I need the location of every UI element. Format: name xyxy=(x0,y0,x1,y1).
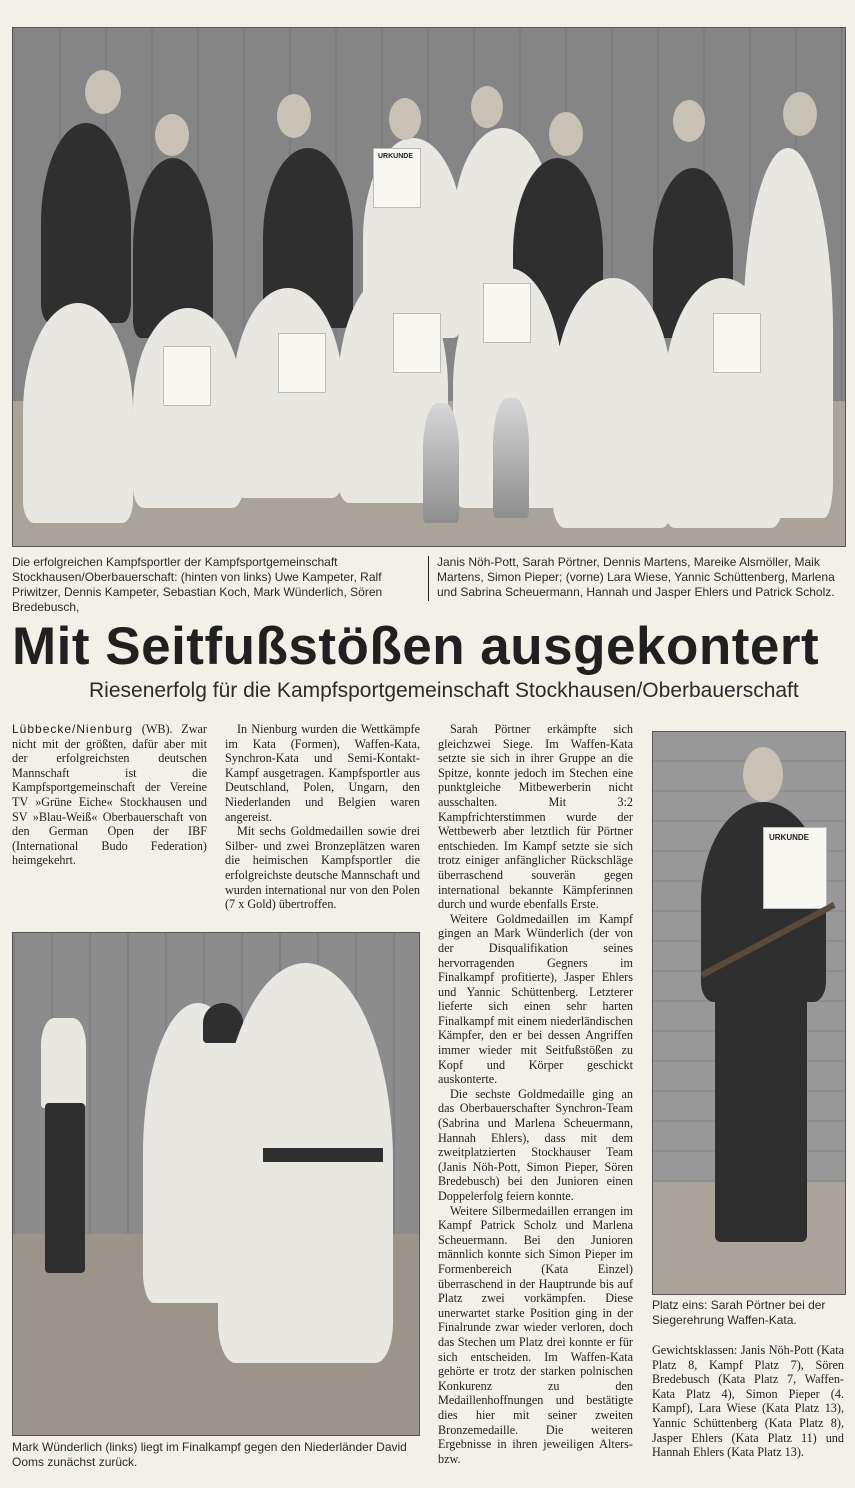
column1-text: (WB). Zwar nicht mit der größten, dafür aber mit der erfolgreichsten deutschen Mannschaft ist die Kampfsportgemeinschaft der Vereine TV »Grüne Eiche« Stockhausen und SV »Blau-Weiß« Oberbauerschaft von den German Open der IBF (International Budo Federation) heimgekehrt. xyxy=(12,722,207,868)
fighter-right-belt xyxy=(263,1148,383,1162)
certificate xyxy=(713,313,761,373)
group-photo-caption-right: Janis Nöh-Pott, Sarah Pörtner, Dennis Martens, Mareike Alsmöller, Maik Martens, Simon Pieper; (vorne) Lara Wiese, Yannic Schüttenberg, Marlena und Sabrina Scheuermann, Hannah und Jasper Ehlers und Patrick Scholz. xyxy=(437,555,835,599)
referee-shirt xyxy=(41,1018,86,1108)
subheadline: Riesenerfolg für die Kampfsportgemeinschaft Stockhausen/Oberbauerschaft xyxy=(89,679,799,702)
person-head xyxy=(673,100,705,142)
person-head xyxy=(549,112,583,156)
certificate xyxy=(483,283,531,343)
article-column-4 xyxy=(652,1343,844,1460)
article-column-2 xyxy=(225,722,420,912)
certificate xyxy=(373,148,421,208)
article-column-1 xyxy=(12,722,207,868)
column3-paragraph: Sarah Pörtner erkämpfte sich gleichzwei Siege. Im Waffen-Kata setzte sie sich in ihrer Gruppe an die Spitze, konnte jedoch im Stechen eine punktgleiche Mitbewerberin nicht ausschalten. Mit 3:2 Kampfrichterstimmen wurde der Wettbewerb aber letztlich für Pörtner entschieden. Im Kampf setzte sie sich trotz einiger anfänglicher Rückschläge überraschend souverän gegen international bekannte Kämpferinnen durch und wurde ebenfalls Erste. xyxy=(438,722,633,912)
fight-photo xyxy=(12,932,420,1436)
person-gi xyxy=(233,288,343,498)
person-head xyxy=(155,114,189,156)
person-gi xyxy=(133,308,243,508)
group-photo xyxy=(12,27,846,547)
person-gi xyxy=(553,278,673,528)
dateline: Lübbecke/Nienburg xyxy=(12,722,134,736)
trophy xyxy=(423,403,459,523)
column3-paragraph: Weitere Silbermedaillen errangen im Kampf Patrick Scholz und Marlena Scheuermann. Bei den Junioren männlich konnte sich Simon Pieper im Formenbereich (Kata Einzel) überraschend in der Hauptrunde bis auf Platz zwei vorkämpfen. Diese unerwartet starke Position ging in der Finalrunde zwar wieder verloren, doch das Stechen um Platz drei konnte er für sich entscheiden. Im Waffen-Kata gehörte er trotz der starken polnischen Konkurenz zu den Medaillenhoffnungen und bestätigte dies hier mit seiner zweiten Bronzemedaille. Die weiteren Ergebnisse in ihren jeweiligen Alters- bzw. xyxy=(438,1203,633,1466)
winner-photo-caption: Platz eins: Sarah Pörtner bei der Siegerehrung Waffen-Kata. xyxy=(652,1298,826,1327)
winner-head xyxy=(743,747,783,802)
person-head xyxy=(783,92,817,136)
certificate xyxy=(393,313,441,373)
certificate xyxy=(763,827,827,909)
certificate-text: URKUNDE xyxy=(378,153,413,160)
column2-paragraph: Mit sechs Goldmedaillen sowie drei Silber- und zwei Bronzeplätzen waren die heimischen Kampfsportler die erfolgreichste deutsche Mannschaft und wurden international nur von den Polen (7 x Gold) übertroffen. xyxy=(225,824,420,912)
column2-paragraph: In Nienburg wurden die Wettkämpfe im Kata (Formen), Waffen-Kata, Synchron-Kata und Semi-Kontakt-Kampf ausgetragen. Kampfsportler aus Deutschland, Polen, Ungarn, den Niederlanden und Belgien waren angereist. xyxy=(225,722,420,824)
referee-pants xyxy=(45,1103,85,1273)
person-head xyxy=(277,94,311,138)
certificate xyxy=(278,333,326,393)
person-head xyxy=(389,98,421,140)
certificate xyxy=(163,346,211,406)
trophy xyxy=(493,398,529,518)
column4-text: Gewichtsklassen: Janis Nöh-Pott (Kata Platz 8, Kampf Platz 7), Sören Bredebusch (Kata Platz 7, Waffen-Kata Platz 4), Simon Pieper (4. Kampf), Lara Wiese (Kata Platz 13), Yannic Schüttenberg (Kata Platz 8), Jasper Ehlers (Kata Platz 11) und Hannah Ehlers (Kata Platz 13). xyxy=(652,1343,844,1460)
person-suit xyxy=(41,123,131,323)
article-column-3 xyxy=(438,722,633,1466)
group-photo-caption-left: Die erfolgreichen Kampfsportler der Kampfsportgemeinschaft Stockhausen/Oberbauerschaft: (hinten von links) Uwe Kampeter, Ralf Priwitzer, Dennis Kampeter, Sebastian Koch, Mark Wünderlich, Sören Bredebusch, xyxy=(12,555,383,614)
headline: Mit Seitfußstößen ausgekontert xyxy=(12,617,820,676)
winner-photo xyxy=(652,731,846,1295)
column3-paragraph: Weitere Goldmedaillen im Kampf gingen an Mark Wünderlich (der von der Disqualifikation seines hervorragenden Gegners im Finalkampf profitierte), Jasper Ehlers und Yannic Schüttenberg. Letzterer lieferte sich einen sehr harten Finalkampf mit einem niederländischen Kämpfer, den er bei dessen Angriffen immer wieder mit Seitfußstößen zu Kopf und Körper geschickt auskonterte. xyxy=(438,911,633,1087)
person-gi xyxy=(23,303,133,523)
caption-separator xyxy=(428,556,429,601)
fight-photo-caption: Mark Wünderlich (links) liegt im Finalkampf gegen den Niederländer David Ooms zunächst zurück. xyxy=(12,1440,407,1469)
winner-legs xyxy=(715,992,807,1242)
column3-paragraph: Die sechste Goldmedaille ging an das Oberbauerschafter Synchron-Team (Sabrina und Marlena Scheuermann, Hannah Ehlers), dass mit dem zweitplatzierten Stockhauser Team (Janis Nöh-Pott, Simon Pieper, Sören Bredebusch) bei den Junioren einen Doppelerfolg feiern konnte. xyxy=(438,1086,633,1203)
person-head xyxy=(471,86,503,128)
certificate-text: URKUNDE xyxy=(769,833,809,842)
fighter-right xyxy=(218,963,393,1363)
person-head xyxy=(85,70,121,114)
